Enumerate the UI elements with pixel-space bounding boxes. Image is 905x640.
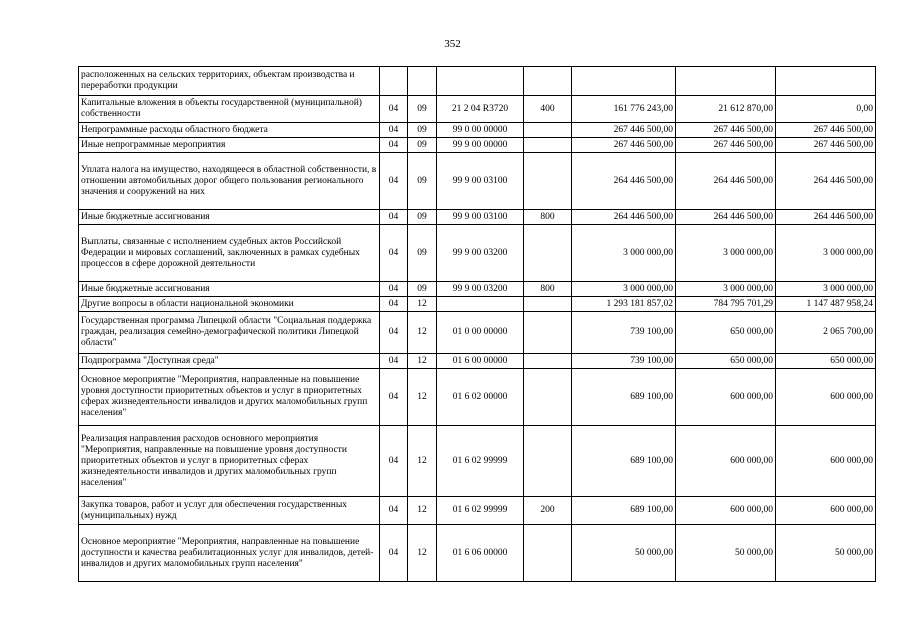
amount-year1-cell: 264 446 500,00	[572, 210, 676, 225]
amount-year1-cell	[572, 67, 676, 96]
budget-table	[78, 66, 876, 582]
expense-type-cell: 200	[524, 497, 572, 525]
amount-year2-cell	[676, 67, 776, 96]
expense-name-cell: Основное мероприятие "Мероприятия, направленные на повышение уровня доступности приоритетных объектов и услуг в приоритетных сферах жизнедеятельности инвалидов и других маломобильных групп населения"	[79, 369, 380, 426]
expense-name-cell: Непрограммные расходы областного бюджета	[79, 123, 380, 138]
amount-year1-cell: 3 000 000,00	[572, 282, 676, 297]
subsection-cell	[408, 67, 437, 96]
expense-name-cell: Государственная программа Липецкой области "Социальная поддержка граждан, реализация семейно-демографической политики Липецкой области"	[79, 312, 380, 354]
target-article-cell: 01 0 00 00000	[437, 312, 524, 354]
table-row	[79, 210, 876, 225]
expense-name-cell: Выплаты, связанные с исполнением судебных актов Российской Федерации и мировых соглашений, заключенных в рамках судебных процессов в сфере дорожной деятельности	[79, 225, 380, 282]
expense-type-cell	[524, 153, 572, 210]
amount-year1-cell: 689 100,00	[572, 369, 676, 426]
table-row	[79, 426, 876, 497]
section-cell: 04	[380, 282, 408, 297]
target-article-cell: 01 6 02 00000	[437, 369, 524, 426]
amount-year1-cell: 689 100,00	[572, 426, 676, 497]
amount-year3-cell: 0,00	[776, 96, 876, 123]
section-cell: 04	[380, 369, 408, 426]
amount-year1-cell: 1 293 181 857,02	[572, 297, 676, 312]
expense-name-cell: Уплата налога на имущество, находящееся в областной собственности, в отношении автомобильных дорог общего пользования регионального значения и сооружений на них	[79, 153, 380, 210]
amount-year2-cell: 264 446 500,00	[676, 153, 776, 210]
expense-type-cell	[524, 369, 572, 426]
amount-year2-cell: 600 000,00	[676, 369, 776, 426]
expense-type-cell: 400	[524, 96, 572, 123]
expense-name-cell: Иные непрограммные мероприятия	[79, 138, 380, 153]
subsection-cell: 09	[408, 138, 437, 153]
amount-year3-cell: 264 446 500,00	[776, 210, 876, 225]
expense-type-cell	[524, 138, 572, 153]
amount-year1-cell: 267 446 500,00	[572, 123, 676, 138]
target-article-cell: 99 9 00 03100	[437, 210, 524, 225]
section-cell: 04	[380, 123, 408, 138]
table-row	[79, 153, 876, 210]
expense-name-cell: Иные бюджетные ассигнования	[79, 210, 380, 225]
expense-type-cell	[524, 312, 572, 354]
target-article-cell: 99 9 00 00000	[437, 138, 524, 153]
section-cell: 04	[380, 525, 408, 582]
target-article-cell: 01 6 02 99999	[437, 426, 524, 497]
table-row	[79, 225, 876, 282]
table-row	[79, 297, 876, 312]
table-row	[79, 525, 876, 582]
amount-year3-cell: 3 000 000,00	[776, 225, 876, 282]
subsection-cell: 09	[408, 282, 437, 297]
amount-year3-cell: 1 147 487 958,24	[776, 297, 876, 312]
amount-year3-cell: 264 446 500,00	[776, 153, 876, 210]
expense-name-cell: Закупка товаров, работ и услуг для обеспечения государственных (муниципальных) нужд	[79, 497, 380, 525]
amount-year3-cell: 2 065 700,00	[776, 312, 876, 354]
section-cell: 04	[380, 96, 408, 123]
target-article-cell	[437, 297, 524, 312]
table-body	[79, 67, 876, 582]
section-cell: 04	[380, 138, 408, 153]
amount-year1-cell: 267 446 500,00	[572, 138, 676, 153]
amount-year2-cell: 784 795 701,29	[676, 297, 776, 312]
amount-year3-cell	[776, 67, 876, 96]
section-cell: 04	[380, 426, 408, 497]
target-article-cell: 99 9 00 03200	[437, 282, 524, 297]
table-row	[79, 282, 876, 297]
amount-year2-cell: 21 612 870,00	[676, 96, 776, 123]
subsection-cell: 12	[408, 497, 437, 525]
expense-name-cell: Подпрограмма "Доступная среда"	[79, 354, 380, 369]
amount-year1-cell: 161 776 243,00	[572, 96, 676, 123]
expense-type-cell	[524, 123, 572, 138]
subsection-cell: 12	[408, 369, 437, 426]
target-article-cell: 01 6 06 00000	[437, 525, 524, 582]
subsection-cell: 09	[408, 123, 437, 138]
expense-name-cell: Капитальные вложения в объекты государственной (муниципальной) собственности	[79, 96, 380, 123]
amount-year3-cell: 650 000,00	[776, 354, 876, 369]
amount-year2-cell: 50 000,00	[676, 525, 776, 582]
section-cell: 04	[380, 297, 408, 312]
amount-year1-cell: 689 100,00	[572, 497, 676, 525]
amount-year2-cell: 650 000,00	[676, 354, 776, 369]
amount-year2-cell: 600 000,00	[676, 497, 776, 525]
amount-year1-cell: 3 000 000,00	[572, 225, 676, 282]
expense-type-cell	[524, 67, 572, 96]
section-cell: 04	[380, 225, 408, 282]
expense-name-cell: Другие вопросы в области национальной экономики	[79, 297, 380, 312]
expense-type-cell: 800	[524, 282, 572, 297]
section-cell: 04	[380, 497, 408, 525]
amount-year1-cell: 739 100,00	[572, 312, 676, 354]
table-row	[79, 312, 876, 354]
amount-year3-cell: 267 446 500,00	[776, 123, 876, 138]
subsection-cell: 12	[408, 525, 437, 582]
expense-type-cell	[524, 525, 572, 582]
amount-year2-cell: 267 446 500,00	[676, 138, 776, 153]
expense-type-cell	[524, 225, 572, 282]
expense-type-cell: 800	[524, 210, 572, 225]
table-row	[79, 96, 876, 123]
table-row	[79, 369, 876, 426]
section-cell: 04	[380, 210, 408, 225]
target-article-cell: 99 9 00 03100	[437, 153, 524, 210]
section-cell: 04	[380, 354, 408, 369]
target-article-cell: 99 0 00 00000	[437, 123, 524, 138]
table-row	[79, 123, 876, 138]
subsection-cell: 09	[408, 210, 437, 225]
amount-year3-cell: 600 000,00	[776, 369, 876, 426]
amount-year1-cell: 264 446 500,00	[572, 153, 676, 210]
subsection-cell: 12	[408, 297, 437, 312]
target-article-cell: 01 6 02 99999	[437, 497, 524, 525]
target-article-cell	[437, 67, 524, 96]
amount-year2-cell: 3 000 000,00	[676, 225, 776, 282]
amount-year3-cell: 50 000,00	[776, 525, 876, 582]
table-row	[79, 138, 876, 153]
table-row	[79, 67, 876, 96]
expense-type-cell	[524, 426, 572, 497]
amount-year3-cell: 267 446 500,00	[776, 138, 876, 153]
expense-name-cell: расположенных на сельских территориях, объектам производства и переработки продукции	[79, 67, 380, 96]
amount-year1-cell: 739 100,00	[572, 354, 676, 369]
amount-year2-cell: 650 000,00	[676, 312, 776, 354]
section-cell: 04	[380, 153, 408, 210]
expense-type-cell	[524, 354, 572, 369]
page-number: 352	[444, 38, 461, 50]
amount-year3-cell: 3 000 000,00	[776, 282, 876, 297]
amount-year2-cell: 3 000 000,00	[676, 282, 776, 297]
amount-year2-cell: 600 000,00	[676, 426, 776, 497]
target-article-cell: 01 6 00 00000	[437, 354, 524, 369]
subsection-cell: 09	[408, 96, 437, 123]
subsection-cell: 09	[408, 153, 437, 210]
table-row	[79, 497, 876, 525]
amount-year1-cell: 50 000,00	[572, 525, 676, 582]
expense-name-cell: Реализация направления расходов основного мероприятия "Мероприятия, направленные на повышение уровня доступности приоритетных объектов и услуг в приоритетных сферах жизнедеятельности инвалидов и других маломобильных групп населения"	[79, 426, 380, 497]
section-cell: 04	[380, 312, 408, 354]
expense-type-cell	[524, 297, 572, 312]
table-row	[79, 354, 876, 369]
expense-name-cell: Основное мероприятие "Мероприятия, направленные на повышение доступности и качества реабилитационных услуг для инвалидов, детей-инвалидов и других маломобильных групп населения"	[79, 525, 380, 582]
amount-year3-cell: 600 000,00	[776, 497, 876, 525]
amount-year2-cell: 264 446 500,00	[676, 210, 776, 225]
section-cell	[380, 67, 408, 96]
subsection-cell: 09	[408, 225, 437, 282]
subsection-cell: 12	[408, 312, 437, 354]
amount-year2-cell: 267 446 500,00	[676, 123, 776, 138]
amount-year3-cell: 600 000,00	[776, 426, 876, 497]
target-article-cell: 99 9 00 03200	[437, 225, 524, 282]
target-article-cell: 21 2 04 R3720	[437, 96, 524, 123]
expense-name-cell: Иные бюджетные ассигнования	[79, 282, 380, 297]
subsection-cell: 12	[408, 354, 437, 369]
subsection-cell: 12	[408, 426, 437, 497]
